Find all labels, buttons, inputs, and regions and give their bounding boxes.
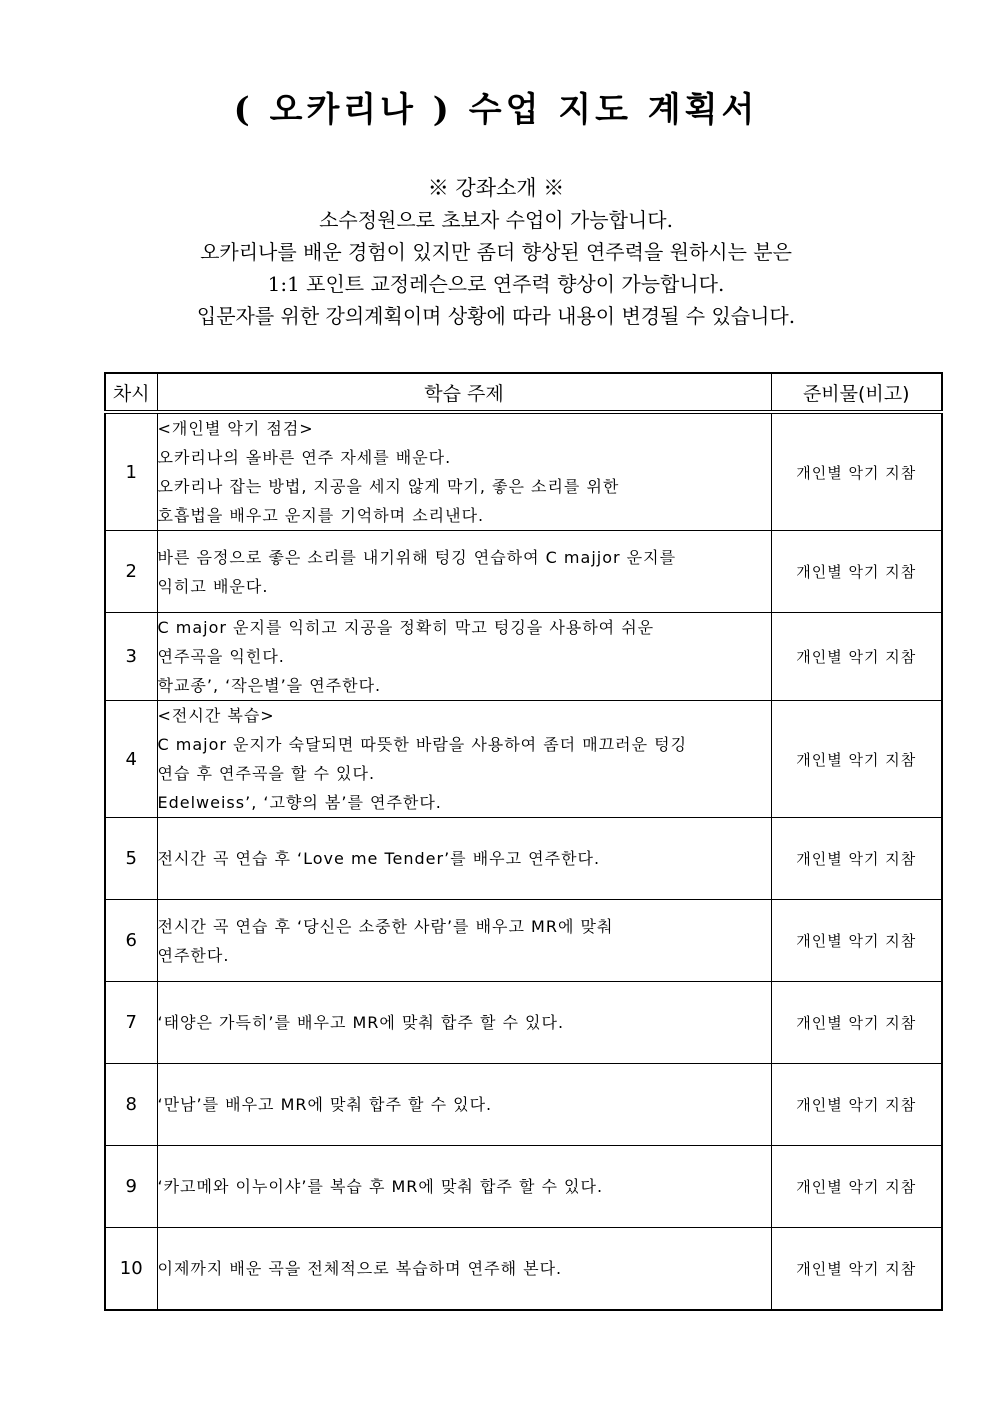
topic-line: ‘만남’를 배우고 MR에 맞춰 합주 할 수 있다. bbox=[157, 1095, 493, 1114]
session-number: 10 bbox=[105, 1228, 157, 1310]
table-row bbox=[105, 412, 942, 531]
session-number: 6 bbox=[105, 900, 157, 982]
session-materials: 개인별 악기 지참 bbox=[771, 701, 942, 818]
table-row bbox=[105, 900, 942, 982]
table-row bbox=[105, 613, 942, 701]
header-materials: 준비물(비고) bbox=[771, 373, 942, 412]
intro-line: 소수정원으로 초보자 수업이 가능합니다. bbox=[319, 208, 673, 232]
session-materials: 개인별 악기 지참 bbox=[771, 412, 942, 531]
topic-line: 연주곡을 익힌다. bbox=[157, 647, 285, 666]
table-row bbox=[105, 531, 942, 613]
table-row bbox=[105, 701, 942, 818]
topic-line: 바른 음정으로 좋은 소리를 내기위해 텅깅 연습하여 C majjor 운지를 bbox=[157, 547, 677, 567]
session-number: 5 bbox=[105, 818, 157, 900]
intro-line: 입문자를 위한 강의계획이며 상황에 따라 내용이 변경될 수 있습니다. bbox=[196, 304, 796, 328]
topic-line: Edelweiss’, ‘고향의 봄’를 연주한다. bbox=[157, 793, 442, 812]
session-number: 9 bbox=[105, 1146, 157, 1228]
session-topic bbox=[157, 900, 771, 982]
intro-line: 1:1 포인트 교정레슨으로 연주력 향상이 가능합니다. bbox=[267, 272, 725, 296]
session-topic bbox=[157, 982, 771, 1064]
session-topic bbox=[157, 613, 771, 701]
topic-line: 연주한다. bbox=[157, 945, 230, 965]
table-row bbox=[105, 818, 942, 900]
topic-line: 오카리나의 올바른 연주 자세를 배운다. bbox=[157, 448, 452, 467]
topic-line: 오카리나 잡는 방법, 지공을 세지 않게 막기, 좋은 소리를 위한 bbox=[157, 477, 620, 496]
session-materials: 개인별 악기 지참 bbox=[771, 818, 942, 900]
session-materials: 개인별 악기 지참 bbox=[771, 1228, 942, 1310]
session-materials: 개인별 악기 지참 bbox=[771, 982, 942, 1064]
session-materials: 개인별 악기 지참 bbox=[771, 1146, 942, 1228]
table-row bbox=[105, 1146, 942, 1228]
lesson-plan-table bbox=[104, 372, 943, 1311]
session-topic bbox=[157, 1064, 771, 1146]
session-number: 2 bbox=[105, 531, 157, 613]
session-number: 4 bbox=[105, 701, 157, 818]
table-row bbox=[105, 1228, 942, 1310]
header-topic: 학습 주제 bbox=[157, 373, 771, 412]
session-number: 3 bbox=[105, 613, 157, 701]
course-intro bbox=[0, 172, 992, 332]
topic-line: ‘태양은 가득히’를 배우고 MR에 맞춰 합주 할 수 있다. bbox=[157, 1013, 565, 1032]
topic-line: 연습 후 연주곡을 할 수 있다. bbox=[157, 764, 376, 783]
session-materials: 개인별 악기 지참 bbox=[771, 900, 942, 982]
topic-line: <전시간 복습> bbox=[157, 706, 275, 725]
session-number: 8 bbox=[105, 1064, 157, 1146]
intro-heading: ※ 강좌소개 ※ bbox=[427, 176, 565, 200]
session-topic bbox=[157, 531, 771, 613]
intro-line: 오카리나를 배운 경험이 있지만 좀더 향상된 연주력을 원하시는 분은 bbox=[200, 240, 792, 264]
topic-line: <개인별 악기 점검> bbox=[157, 419, 314, 438]
table-row bbox=[105, 1064, 942, 1146]
topic-line: C major 운지가 숙달되면 따뜻한 바람을 사용하여 좀더 매끄러운 텅깅 bbox=[157, 735, 688, 754]
topic-line: 전시간 곡 연습 후 ‘당신은 소중한 사람’를 배우고 MR에 맞춰 bbox=[157, 916, 614, 936]
topic-line: 이제까지 배운 곡을 전체적으로 복습하며 연주해 본다. bbox=[157, 1258, 563, 1278]
session-topic bbox=[157, 1228, 771, 1310]
session-materials: 개인별 악기 지참 bbox=[771, 1064, 942, 1146]
session-topic bbox=[157, 818, 771, 900]
session-materials: 개인별 악기 지참 bbox=[771, 531, 942, 613]
topic-line: ‘카고메와 이누이샤’를 복습 후 MR에 맞춰 합주 할 수 있다. bbox=[157, 1177, 604, 1196]
document-title: ( 오카리나 ) 수업 지도 계획서 bbox=[233, 90, 759, 130]
topic-line: 익히고 배운다. bbox=[157, 576, 269, 596]
topic-line: C major 운지를 익히고 지공을 정확히 막고 텅깅을 사용하여 쉬운 bbox=[157, 618, 655, 637]
session-number: 1 bbox=[105, 412, 157, 531]
table-header-row bbox=[105, 373, 942, 412]
topic-line: 호흡법을 배우고 운지를 기억하며 소리낸다. bbox=[157, 506, 485, 525]
header-session: 차시 bbox=[105, 373, 157, 412]
session-number: 7 bbox=[105, 982, 157, 1064]
session-topic bbox=[157, 412, 771, 531]
session-materials: 개인별 악기 지참 bbox=[771, 613, 942, 701]
topic-line: 전시간 곡 연습 후 ‘Love me Tender’를 배우고 연주한다. bbox=[157, 849, 601, 868]
table-row bbox=[105, 982, 942, 1064]
topic-line: 학교종’, ‘작은별’을 연주한다. bbox=[157, 676, 382, 695]
session-topic bbox=[157, 1146, 771, 1228]
session-topic bbox=[157, 701, 771, 818]
